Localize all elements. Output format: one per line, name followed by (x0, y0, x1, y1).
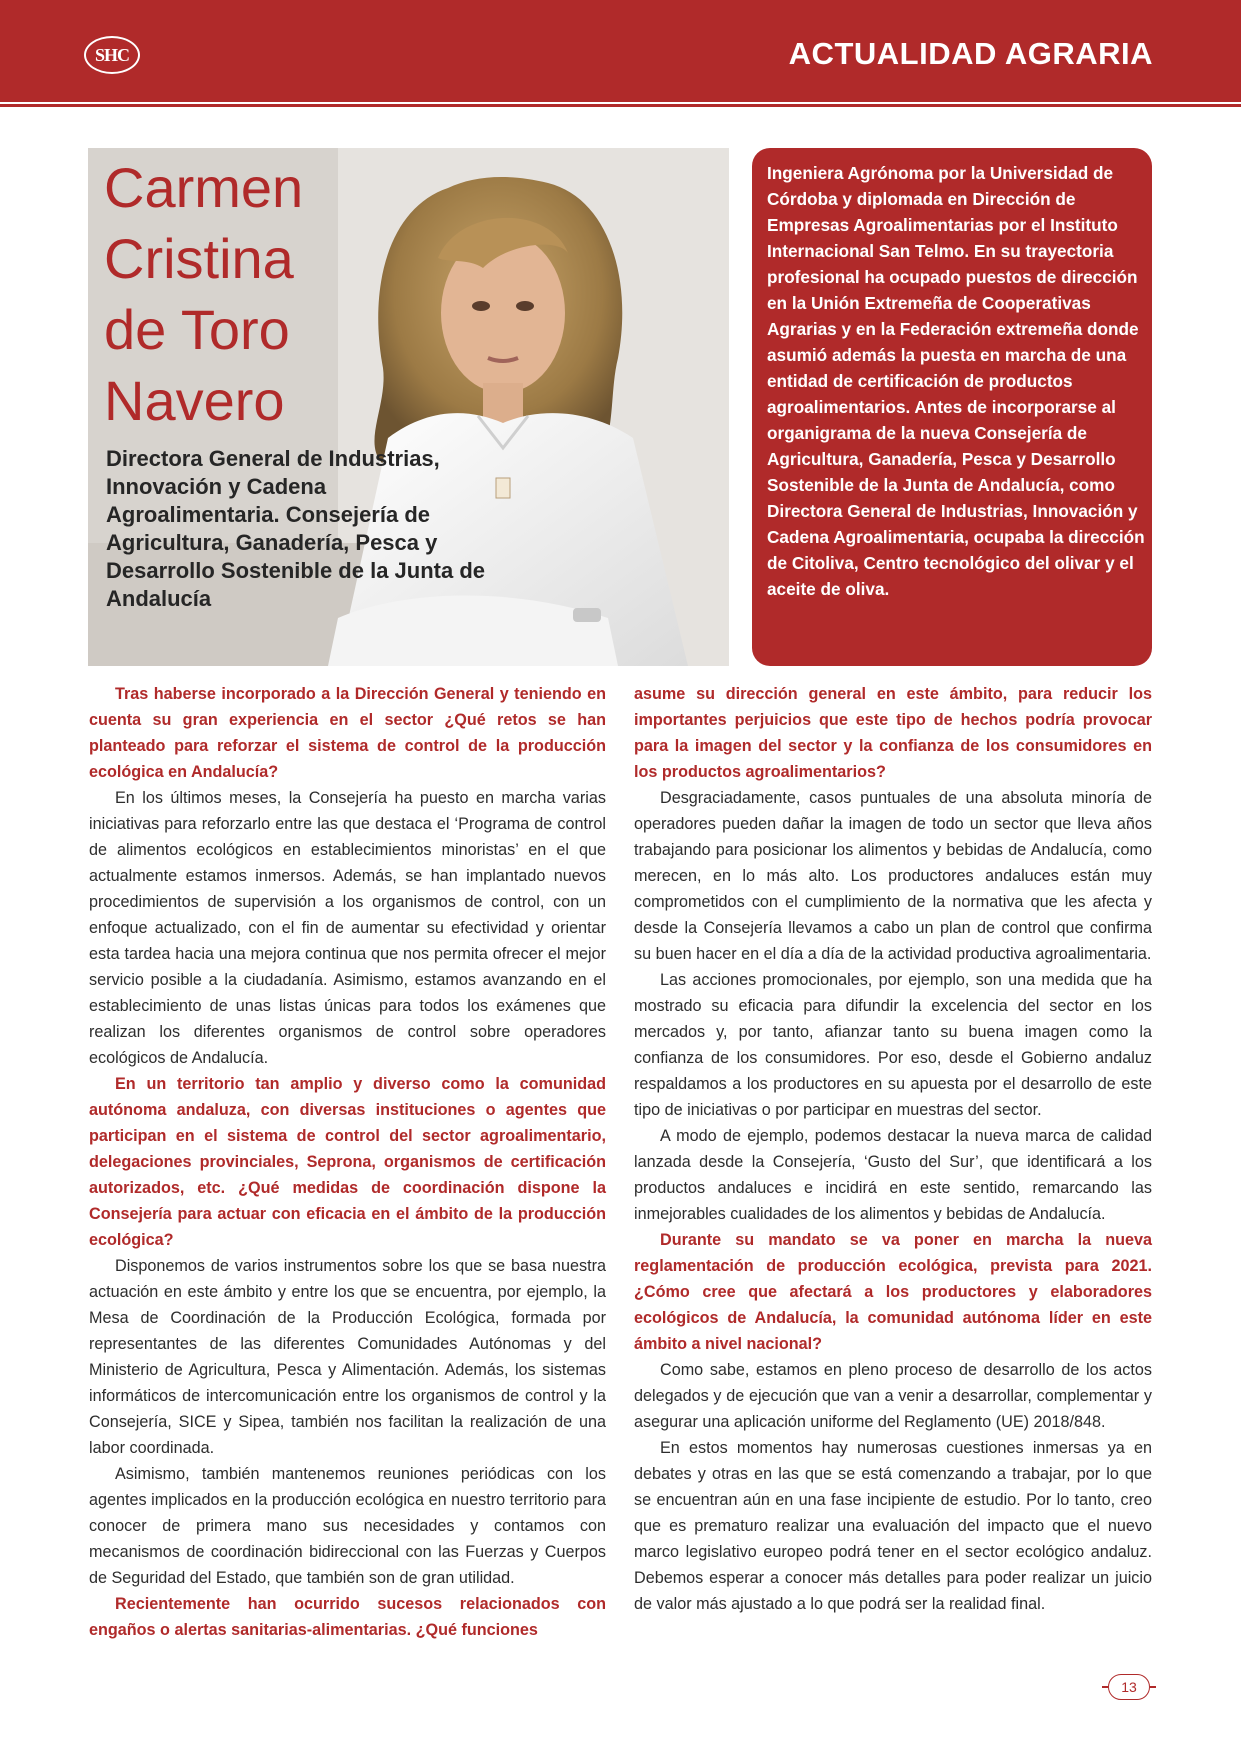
interview-answer: Desgraciadamente, casos puntuales de una absoluta minoría de operadores pueden dañar la imagen de todo un sector que lleva años trabajando para posicionar los alimentos y bebidas de Andalucía, como merecen, en lo más alto. Los productores andaluces están muy comprometidos con el cumplimiento de la normativa que les afecta y desde la Consejería llevamos a cabo un plan de control que confirma su buen hacer en el día a día de la actividad productiva agroalimentaria. (634, 789, 1152, 963)
interviewee-role: Directora General de Industrias, Innovación y Cadena Agroalimentaria. Consejería de Agricultura, Ganadería, Pesca y Desarrollo Sostenible de la Junta de Andalucía (106, 446, 485, 611)
interview-question: En un territorio tan amplio y diverso como la comunidad autónoma andaluza, con diversas instituciones o agentes que participan en el sistema de control del sector agroalimentario, delegaciones provinciales, Seprona, organismos de certificación autorizados, etc. ¿Qué medidas de coordinación dispone la Consejería para actuar con eficacia en el ámbito de la producción ecológica? (89, 1075, 606, 1249)
interview-question: Durante su mandato se va poner en marcha la nueva reglamentación de producción ecológica, prevista para 2021. ¿Cómo cree que afectará a los productores y elaboradores ecológicos de Andalucía, la comunidad autónoma líder en este ámbito a nivel nacional? (634, 1231, 1152, 1353)
bio-text: Ingeniera Agrónoma por la Universidad de Córdoba y diplomada en Dirección de Empresas Agroalimentarias por el Instituto Internacional San Telmo. En su trayectoria profesional ha ocupado puestos de dirección en la Unión Extremeña de Cooperativas Agrarias y en la Federación extremeña donde asumió además la puesta en marcha de una entidad de certificación de productos agroalimentarios. Antes de incorporarse al organigrama de la nueva Consejería de Agricultura, Ganadería, Pesca y Desarrollo Sostenible de la Junta de Andalucía, como Directora General de Industrias, Innovación y Cadena Agroalimentaria, ocupaba la dirección de Citoliva, Centro tecnológico del olivar y el aceite de oliva. (767, 163, 1145, 599)
article-column-right (634, 681, 1152, 1617)
interview-answer: En los últimos meses, la Consejería ha puesto en marcha varias iniciativas para reforzarlo entre las que destaca el ‘Programa de control de alimentos ecológicos en establecimientos minoristas’ en el que actualmente estamos inmersos. Además, se han implantado nuevos procedimientos de supervisión a los organismos de control, con un enfoque actualizado, con el fin de aumentar su efectividad y orientar esta tardea hacia una mejora continua que nos permita ofrecer el mejor servicio posible a la ciudadanía. Asimismo, estamos avanzando en el establecimiento de unas listas únicas para todos los exámenes que realizan los diferentes organismos de control sobre operadores ecológicos de Andalucía. (89, 789, 606, 1067)
interview-question: Recientemente han ocurrido sucesos relacionados con engaños o alertas sanitarias-alimentarias. ¿Qué funciones (89, 1595, 606, 1639)
interview-answer: En estos momentos hay numerosas cuestiones inmersas ya en debates y otras en las que se está comenzando a trabajar, por lo que se encuentran aún en una fase incipiente de estudio. Por lo tanto, creo que es prematuro realizar una evaluación del impacto que el nuevo marco legislativo europeo podrá tener en el sector ecológico andaluz. Debemos esperar a conocer más detalles para poder realizar un juicio de valor más ajustado a lo que podrá ser la realidad final. (634, 1439, 1152, 1613)
article-column-left (89, 681, 606, 1643)
shc-logo: SHC (84, 36, 140, 74)
interview-question-continued: asume su dirección general en este ámbito, para reducir los importantes perjuicios que este tipo de hechos podría provocar para la imagen del sector y la confianza de los consumidores en los productos agroalimentarios? (634, 685, 1152, 781)
interview-answer: Como sabe, estamos en pleno proceso de desarrollo de los actos delegados y de ejecución que van a venir a desarrollar, complementar y asegurar una aplicación uniforme del Reglamento (UE) 2018/848. (634, 1361, 1152, 1431)
page-number: 13 (1108, 1674, 1150, 1700)
name-line: Carmen (104, 156, 304, 219)
section-title: ACTUALIDAD AGRARIA (788, 36, 1153, 71)
interview-answer: Las acciones promocionales, por ejemplo, son una medida que ha mostrado su eficacia para difundir la excelencia del sector en los mercados y, por tanto, afianzar tanto su buena imagen como la confianza de los consumidores. Por eso, desde el Gobierno andaluz respaldamos a los productores en su apuesta por el desarrollo de este tipo de iniciativas o por participar en muestras del sector. (634, 971, 1152, 1119)
header-divider (0, 104, 1241, 107)
interview-question: Tras haberse incorporado a la Dirección General y teniendo en cuenta su gran experiencia en el sector ¿Qué retos se han planteado para reforzar el sistema de control de la producción ecológica en Andalucía? (89, 685, 606, 781)
interview-answer: Asimismo, también mantenemos reuniones periódicas con los agentes implicados en la producción ecológica en nuestro territorio para conocer de primera mano sus necesidades y contamos con mecanismos de coordinación bidireccional con las Fuerzas y Cuerpos de Seguridad del Estado, que también son de gran utilidad. (89, 1465, 606, 1587)
name-line: de Toro (104, 298, 290, 361)
interview-answer: Disponemos de varios instrumentos sobre los que se basa nuestra actuación en este ámbito y entre los que se encuentra, por ejemplo, la Mesa de Coordinación de la Producción Ecológica, formada por representantes de las diferentes Comunidades Autónomas y del Ministerio de Agricultura, Pesca y Alimentación. Además, los sistemas informáticos de intercomunicación entre los organismos de control y la Consejería, SICE y Sipea, también nos facilitan la realización de una labor coordinada. (89, 1257, 606, 1457)
name-line: Navero (104, 369, 285, 432)
name-line: Cristina (104, 227, 294, 290)
interview-answer: A modo de ejemplo, podemos destacar la nueva marca de calidad lanzada desde la Consejería, ‘Gusto del Sur’, que identificará a los productos andaluces e incidirá en este sentido, remarcando las inmejorables cualidades de los alimentos y bebidas de Andalucía. (634, 1127, 1152, 1223)
interviewee-name (104, 152, 424, 436)
